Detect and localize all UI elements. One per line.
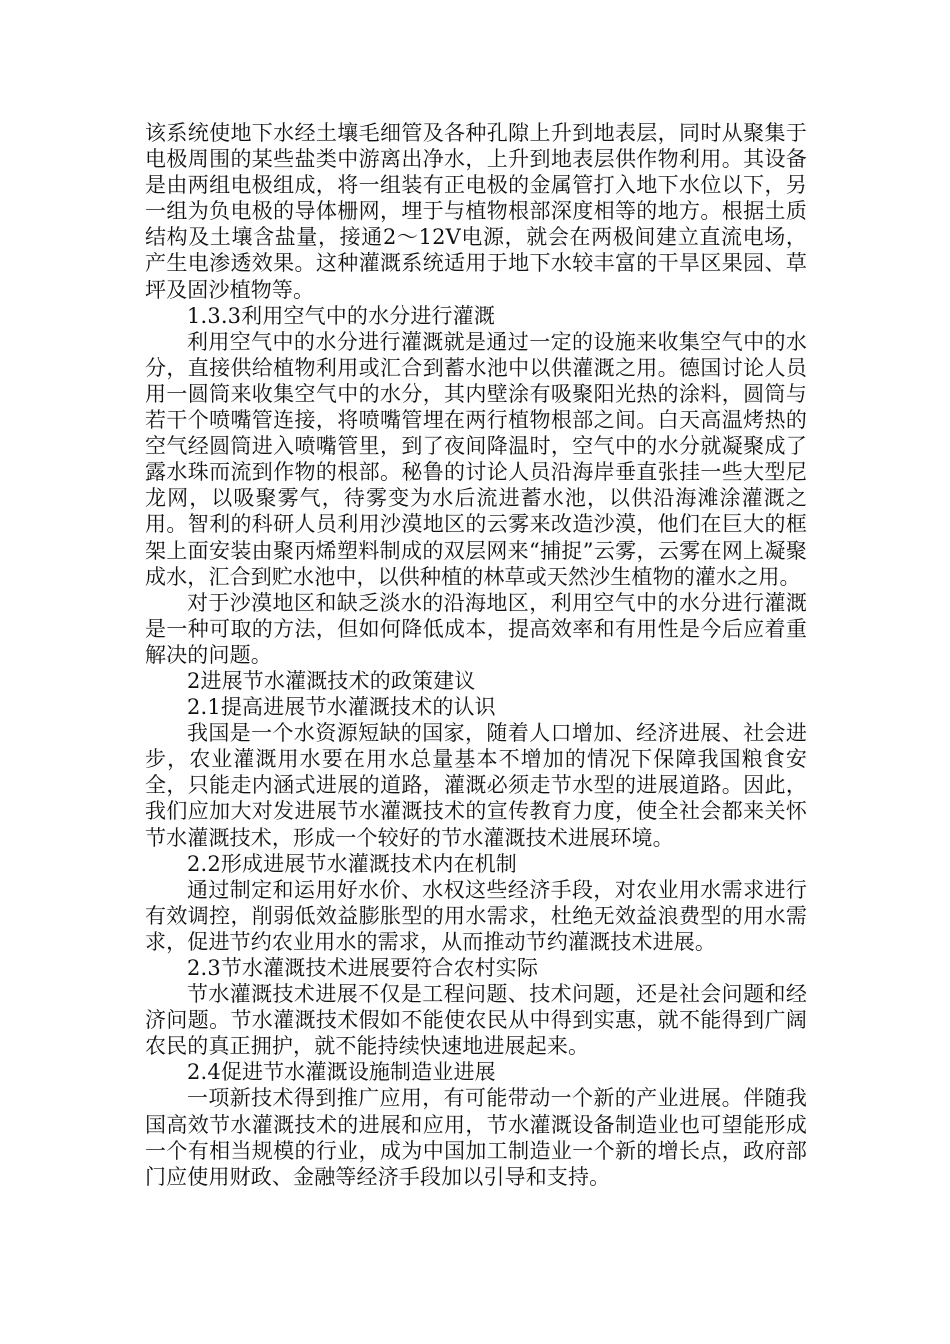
section-heading-2: 2进展节水灌溉技术的政策建议 [187, 668, 476, 693]
section-heading-1-3-3: 1.3.3利用空气中的水分进行灌溉 [187, 303, 495, 328]
section-heading-2-4: 2.4促进节水灌溉设施制造业进展 [187, 1060, 496, 1085]
paragraph-air-moisture-conclusion: 对于沙漠地区和缺乏淡水的沿海地区，利用空气中的水分进行灌溉是一种可取的方法，但如何降低成本，提高效率和有用性是今后应着重解决的问题。 [145, 590, 807, 667]
paragraph-air-moisture-methods: 利用空气中的水分进行灌溉就是通过一定的设施来收集空气中的水分，直接供给植物利用或汇合到蓄水池中以供灌溉之用。德国讨论人员用一圆筒来收集空气中的水分，其内壁涂有吸聚阳光热的涂料，圆筒与若干个喷嘴管连接，将喷嘴管埋在两行植物根部之间。白天高温烤热的空气经圆筒进入喷嘴管里，到了夜间降温时，空气中的水分就凝聚成了露水珠而流到作物的根部。秘鲁的讨论人员沿海岸垂直张挂一些大型尼龙网，以吸聚雾气，待雾变为水后流进蓄水池，以供沿海滩涂灌溉之用。智利的科研人员利用沙漠地区的云雾来改造沙漠，他们在巨大的框架上面安装由聚丙烯塑料制成的双层网来“捕捉”云雾，云雾在网上凝聚成水，汇合到贮水池中，以供种植的林草或天然沙生植物的灌水之用。 [145, 329, 807, 589]
paragraph-manufacturing: 一项新技术得到推广应用，有可能带动一个新的产业进展。伴随我国高效节水灌溉技术的进展和应用，节水灌溉设备制造业也可望能形成一个有相当规模的行业，成为中国加工制造业一个新的增长点，政府部门应使用财政、金融等经济手段加以引导和支持。 [145, 1086, 807, 1189]
paragraph-awareness: 我国是一个水资源短缺的国家，随着人口增加、经济进展、社会进步，农业灌溉用水要在用水总量基本不增加的情况下保障我国粮食安全，只能走内涵式进展的道路，灌溉必须走节水型的进展道路。因此，我们应加大对发进展节水灌溉技术的宣传教育力度，使全社会都来关怀节水灌溉技术，形成一个较好的节水灌溉技术进展环境。 [145, 721, 807, 850]
paragraph-electro-osmosis-continued: 该系统使地下水经土壤毛细管及各种孔隙上升到地表层，同时从聚集于电极周围的某些盐类中游离出净水，上升到地表层供作物利用。其设备是由两组电极组成，将一组装有正电极的金属管打入地下水位以下，另一组为负电极的导体栅网，埋于与植物根部深度相等的地方。根据土质结构及土壤含盐量，接通2～12V电源，就会在两极间建立直流电场，产生电渗透效果。这种灌溉系统适用于地下水较丰富的干旱区果园、草坪及固沙植物等。 [145, 121, 807, 302]
document-page [145, 120, 807, 1190]
section-heading-2-1: 2.1提高进展节水灌溉技术的认识 [187, 695, 496, 720]
paragraph-mechanism: 通过制定和运用好水价、水权这些经济手段，对农业用水需求进行有效调控，削弱低效益膨胀型的用水需求，杜绝无效益浪费型的用水需求，促进节约农业用水的需求，从而推动节约灌溉技术进展。 [145, 877, 807, 954]
section-heading-2-3: 2.3节水灌溉技术进展要符合农村实际 [187, 956, 539, 980]
paragraph-rural-reality: 节水灌溉技术进展不仅是工程问题、技术问题，还是社会问题和经济问题。节水灌溉技术假如不能使农民从中得到实惠，就不能得到广阔农民的真正拥护，就不能持续快速地进展起来。 [145, 982, 807, 1059]
section-heading-2-2: 2.2形成进展节水灌溉技术内在机制 [187, 851, 517, 876]
